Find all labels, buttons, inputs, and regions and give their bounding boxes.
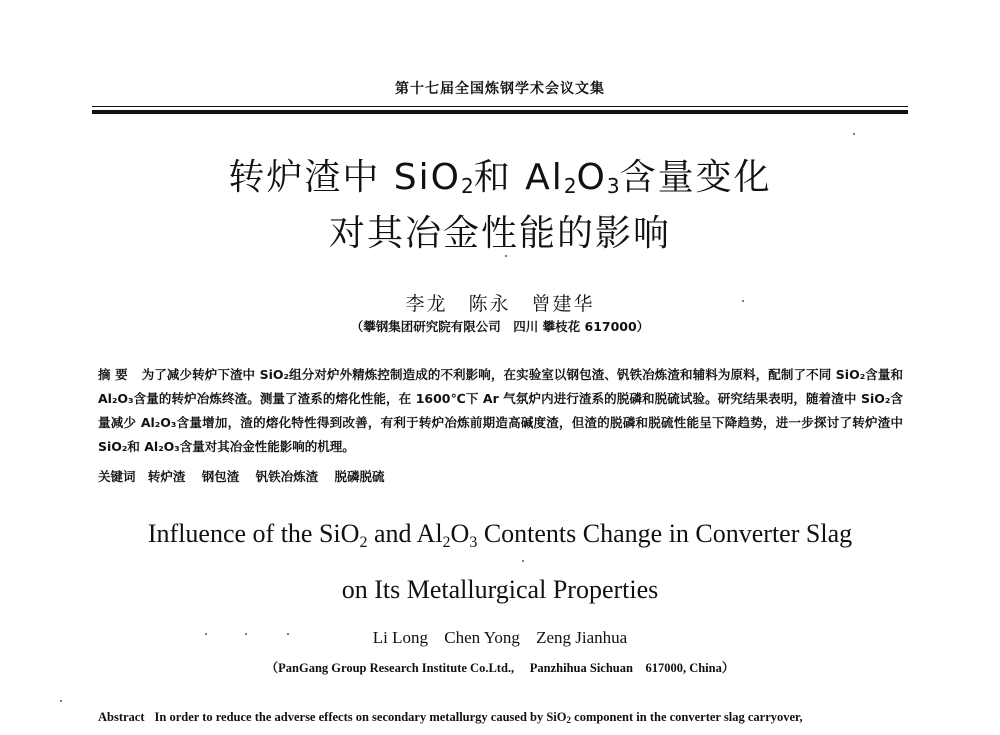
cn-title-line2: 对其冶金性能的影响: [328, 213, 671, 254]
running-head: 第十七届全国炼钢学术会议文集: [395, 81, 605, 97]
scan-speck: [287, 633, 289, 635]
cn-keywords: [98, 467, 903, 485]
scan-speck: [853, 133, 855, 135]
scan-speck: [60, 700, 62, 702]
en-affiliation: （PanGang Group Research Institute Co.Ltd., Panzhihua Sichuan 617000, China）: [265, 661, 735, 675]
cn-abstract-label: 摘 要: [98, 367, 128, 382]
cn-keywords-label: 关键词: [98, 469, 136, 484]
cn-title-line1: 转炉渣中 SiO$_2$和 $Al_2O_3$含量变化: [228, 157, 772, 198]
en-title-line2: on Its Metallurgical Properties: [341, 575, 659, 604]
en-authors: [0, 628, 1000, 648]
cn-keyword: 转炉渣: [147, 469, 186, 484]
scan-speck: [205, 633, 207, 635]
cn-abstract: [98, 363, 903, 459]
en-title-line1: Influence of the SiO$_2$ and $Al_2O_3$ Contents Change in Converter Slag: [147, 519, 853, 551]
scan-speck: [522, 560, 524, 562]
cn-keyword: 脱磷脱硫: [334, 469, 385, 484]
cn-keyword: 钢包渣: [201, 469, 240, 484]
cn-abstract-text: 为了减少转炉下渣中 SiO₂组分对炉外精炼控制造成的不利影响，在实验室以钢包渣、钒铁冶炼渣和辅料为原料，配制了不同 SiO₂含量和 Al₂O₃含量的转炉冶炼终渣。测量了渣系的熔化性能，在 1600℃下 Ar 气氛炉内进行渣系的脱磷和脱硫试验。研究结果表明，随着渣中 SiO₂含量减少 Al₂O₃含量增加，渣的熔化特性得到改善，有利于转炉冶炼前期造高碱度渣，但渣的脱磷和脱硫性能呈下降趋势，进一步探讨了转炉渣中 SiO₂和 Al₂O₃含量对其冶金性能影响的机理。: [98, 367, 903, 454]
en-abstract: Abstract In order to reduce the adverse effects on secondary metallurgy caused by SiO$_2$ component in the converter slag carryover,: [98, 710, 803, 725]
header-rule-thick: [92, 110, 908, 114]
cn-keyword: 钒铁冶炼渣: [255, 469, 319, 484]
cn-affiliation: （攀钢集团研究院有限公司 四川 攀枝花 617000）: [350, 319, 650, 334]
en-author: Chen Yong: [444, 628, 520, 647]
scan-speck: [742, 300, 744, 302]
en-author: Li Long: [372, 628, 429, 647]
en-abstract-label: Abstract: [98, 710, 145, 724]
scan-speck: [245, 633, 247, 635]
scan-speck: [505, 255, 507, 257]
header-rule-thin: [92, 106, 908, 107]
en-author: Zeng Jianhua: [536, 628, 628, 647]
cn-authors: 李龙 陈永 曾建华: [405, 293, 595, 315]
